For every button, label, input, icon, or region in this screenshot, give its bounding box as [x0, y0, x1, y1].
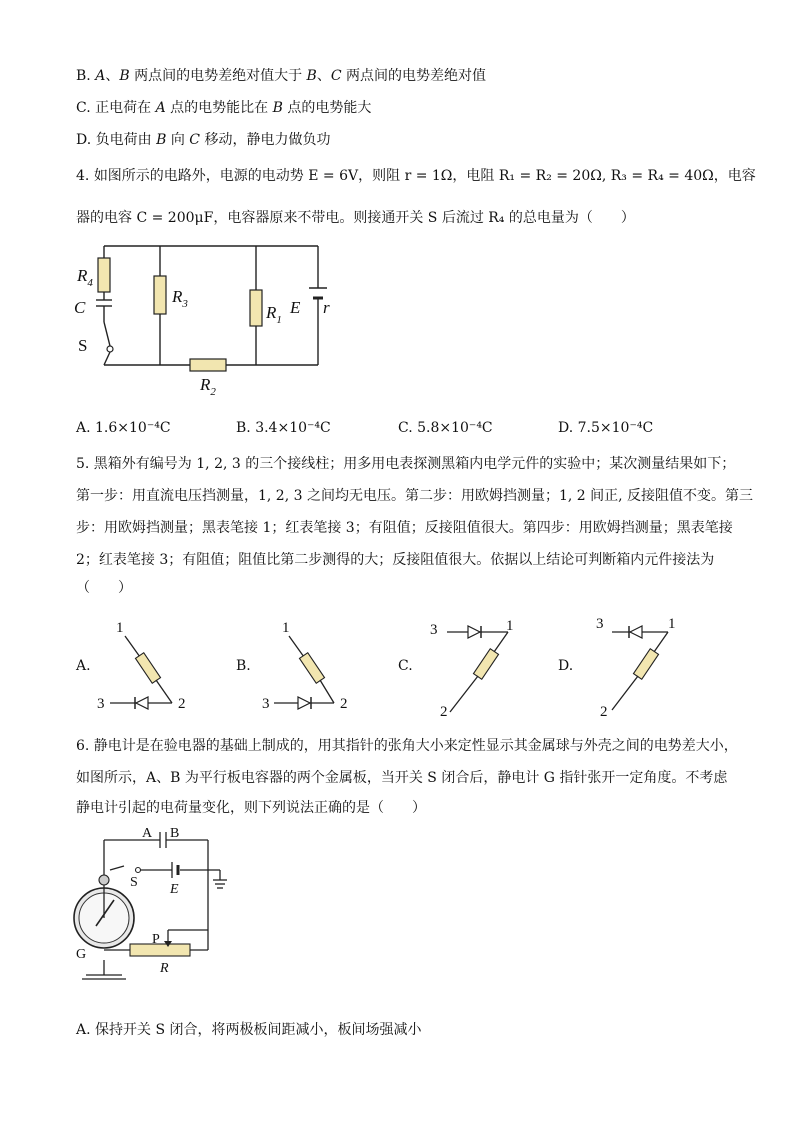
svg-text:P: P — [152, 932, 160, 947]
svg-text:1: 1 — [282, 620, 290, 636]
svg-text:R1: $R_1$ — [266, 303, 282, 326]
q5-stem-line5: （ ） — [76, 580, 132, 596]
q6-stem-line1: 6. 静电计是在验电器的基础上制成的，用其指针的张角大小来定性显示其金属球与外壳之间的电势差大小， — [76, 738, 738, 754]
q3-option-b: B. A、B 两点间的电势差绝对值大于 B、C 两点间的电势差绝对值 — [76, 68, 486, 84]
svg-text:2: 2 — [600, 704, 608, 720]
svg-text:r: r — [323, 298, 330, 317]
svg-text:R4: $R_4$ — [77, 266, 93, 289]
svg-text:3: 3 — [596, 616, 604, 632]
q4-option-a[interactable]: A. 1.6×10⁻⁴C — [76, 420, 171, 436]
svg-text:3: 3 — [97, 696, 105, 712]
q5-stem-line3: 步：用欧姆挡测量；黑表笔接 1；红表笔接 3；有阻值；反接阻值很大。第四步：用欧姆挡测量；黑表笔接 — [76, 520, 733, 536]
svg-text:R2: $R_2$ — [200, 375, 216, 398]
q5-option-b[interactable]: B. — [236, 658, 251, 674]
q5-option-d[interactable]: D. — [558, 658, 574, 674]
q5-stem-line2: 第一步：用直流电压挡测量，1, 2, 3 之间均无电压。第二步：用欧姆挡测量；1, 2 间正, 反接阻值不变。第三 — [76, 488, 754, 504]
q5-option-c[interactable]: C. — [398, 658, 413, 674]
q3-option-d: D. 负电荷由 B 向 C 移动，静电力做负功 — [76, 132, 331, 148]
q4-option-c[interactable]: C. 5.8×10⁻⁴C — [398, 420, 493, 436]
svg-text:2: 2 — [178, 696, 186, 712]
svg-text:A: A — [142, 826, 153, 841]
svg-text:3: 3 — [262, 696, 270, 712]
q5-stem-line4: 2；红表笔接 3；有阻值；阻值比第二步测得的大；反接阻值很大。依据以上结论可判断箱内元件接法为 — [76, 552, 715, 568]
q4-stem-line2: 器的电容 C = 200μF，电容器原来不带电。则接通开关 S 后流过 R₄ 的总电量为（ ） — [76, 210, 635, 226]
svg-text:G: G — [76, 947, 87, 962]
svg-text:1: 1 — [116, 620, 124, 636]
svg-text:E: E — [290, 298, 301, 317]
q4-stem-line1: 4. 如图所示的电路外，电源的电动势 E = 6V，则阻 r = 1Ω，电阻 R₁ = R₂ = 20Ω, R₃ = R₄ = 40Ω，电容 — [76, 168, 756, 184]
q5-option-a[interactable]: A. — [76, 658, 91, 674]
q5-stem-line1: 5. 黑箱外有编号为 1, 2, 3 的三个接线柱；用多用电表探测黑箱内电学元件的实验中；某次测量结果如下； — [76, 456, 736, 472]
q4-option-b[interactable]: B. 3.4×10⁻⁴C — [236, 420, 331, 436]
svg-text:C: C — [74, 298, 86, 317]
q6-stem-line2: 如图所示，A、B 为平行板电容器的两个金属板，当开关 S 闭合后，静电计 G 指针张开一定角度。不考虑 — [76, 770, 728, 786]
svg-text:S: S — [78, 336, 88, 355]
q6-stem-line3: 静电计引起的电荷量变化，则下列说法正确的是（ ） — [76, 800, 426, 816]
q3-option-c: C. 正电荷在 A 点的电势能比在 B 点的电势能大 — [76, 100, 372, 116]
svg-text:E: E — [170, 882, 179, 897]
svg-text:S: S — [130, 875, 138, 890]
svg-text:2: 2 — [340, 696, 348, 712]
q6-option-a[interactable]: A. 保持开关 S 闭合，将两极板间距减小，板间场强减小 — [76, 1022, 422, 1038]
svg-text:R: R — [160, 961, 169, 976]
svg-text:1: 1 — [506, 618, 514, 634]
svg-text:2: 2 — [440, 704, 448, 720]
svg-text:3: 3 — [430, 622, 438, 638]
svg-text:B: B — [170, 826, 180, 841]
svg-text:1: 1 — [668, 616, 676, 632]
q4-option-d[interactable]: D. 7.5×10⁻⁴C — [558, 420, 654, 436]
svg-text:R3: $R_3$ — [172, 287, 188, 310]
